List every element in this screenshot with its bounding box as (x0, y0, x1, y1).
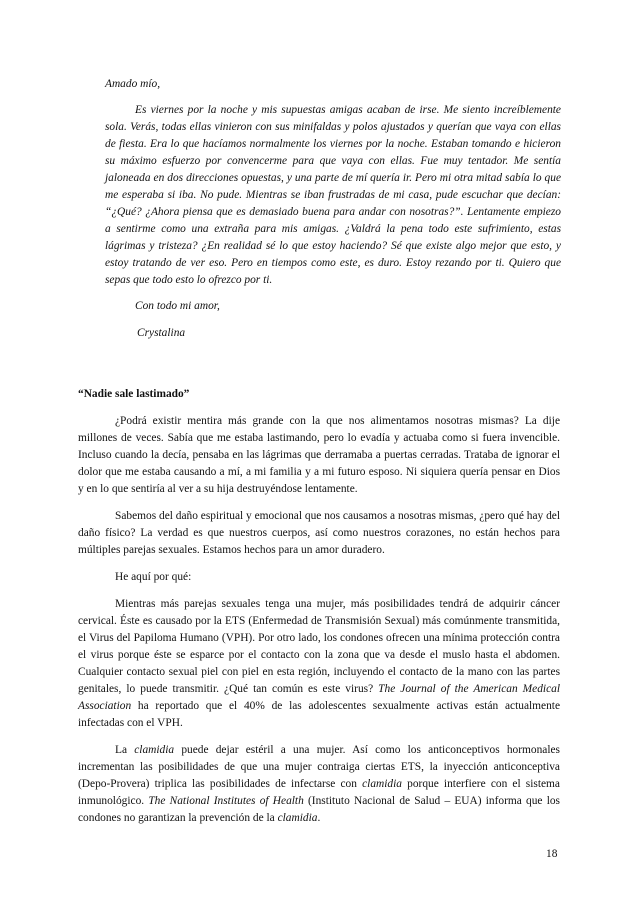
paragraph-5-text-c: porque interfiere con el sistema inmunológico. (78, 778, 560, 807)
letter-salutation: Amado mío, (105, 78, 161, 90)
paragraph-2: Sabemos del daño espiritual y emocional que nos causamos a nosotras mismas, ¿pero qué hay del daño físico? La verdad es que nuestros cuerpos, así como nuestros corazones, no están hechos para múltiples parejas sexuales. Estamos hechos para un amor duradero. (78, 510, 560, 556)
term-clamidia: clamidia (362, 778, 402, 790)
paragraph-5-text-d: (Instituto Nacional de Salud – EUA) informa que los condones no garantizan la prevención de la (78, 795, 560, 824)
page-number: 18 (546, 848, 558, 860)
paragraph-4 (78, 596, 560, 732)
institution-name: The National Institutes of Health (148, 795, 304, 807)
paragraph-5-text-b: puede dejar estéril a una mujer. Así como los anticonceptivos hormonales incrementan las posibilidades de que una mujer contraiga ciertas ETS, la inyección anticonceptiva (Depo-Provera) triplica las posibilidades de infectarse con (78, 744, 560, 790)
paragraph-5-text-e: . (317, 812, 321, 824)
paragraph-5 (78, 742, 560, 827)
letter-block (105, 76, 561, 342)
paragraph-3: He aquí por qué: (115, 571, 192, 583)
letter-body: Es viernes por la noche y mis supuestas amigas acaban de irse. Me siento increíblemente sola. Verás, todas ellas vinieron con sus minifaldas y polos ajustados y querían que vaya con ellas de fiesta. Era lo que hacíamos normalmente los viernes por la noche. Estaban tomando e hicieron su máximo esfuerzo por convencerme para que vaya con ellas. Fue muy tentador. Me sentía jaloneada en dos direcciones opuestas, y una parte de mí quería ir. Pero mi otra mitad sabía lo que me esperaba si iba. No pude. Mientras se iban frustradas de mi casa, pude escuchar que decían: “¿Qué? ¿Ahora piensa que es demasiado buena para andar con nosotras?”. Lentamente empiezo a sentirme como una extraña para mis amigas. ¿Valdrá la pena todo este sufrimiento, estas lágrimas y tristeza? ¿En realidad sé lo que estoy haciendo? Sé que existe algo mejor que esto, y estoy tratando de ver eso. Pero en tiempos como este, es duro. Estoy rezando por ti. Quiero que sepas que todo esto lo ofrezco por ti. (105, 104, 561, 286)
paragraph-1: ¿Podrá existir mentira más grande con la que nos alimentamos nosotras mismas? La dije millones de veces. Sabía que me estaba lastimando, pero lo evadía y actuaba como si fuera invencible. Incluso cuando la decía, pensaba en las lágrimas que derramaba a puertas cerradas. Trataba de ignorar el dolor que me estaba causando a mí, a mi familia y a mi futuro esposo. Ni siquiera quería pensar en Dios y en lo que sentiría al ver a su hija destruyéndose lentamente. (78, 415, 560, 495)
letter-closing: Con todo mi amor, (135, 300, 220, 312)
main-section (78, 386, 560, 837)
paragraph-4-text-a: Mientras más parejas sexuales tenga una mujer, más posibilidades tendrá de adquirir cáncer cervical. Éste es causado por la ETS (Enfermedad de Transmisión Sexual) más comúnmente transmitida, el Virus del Papiloma Humano (VPH). Por otro lado, los condones ofrecen una mínima protección contra el virus porque éste se esparce por el contacto con la zona que va desde el muslo hasta el abdomen. Cualquier contacto sexual piel con piel en esta región, incluyendo el contacto de la mano con las partes genitales, lo puede transmitir. ¿Qué tan común es este virus? (78, 598, 560, 695)
section-heading: “Nadie sale lastimado” (78, 388, 190, 400)
term-clamidia: clamidia (277, 812, 318, 824)
paragraph-5-text-a: La (115, 744, 135, 756)
term-clamidia: clamidia (134, 744, 175, 756)
letter-signature: Crystalina (137, 327, 186, 339)
paragraph-4-text-b: ha reportado que el 40% de las adolescentes sexualmente activas están actualmente infectadas con el VPH. (78, 700, 560, 729)
journal-title: The Journal of the American Medical Association (78, 683, 561, 712)
